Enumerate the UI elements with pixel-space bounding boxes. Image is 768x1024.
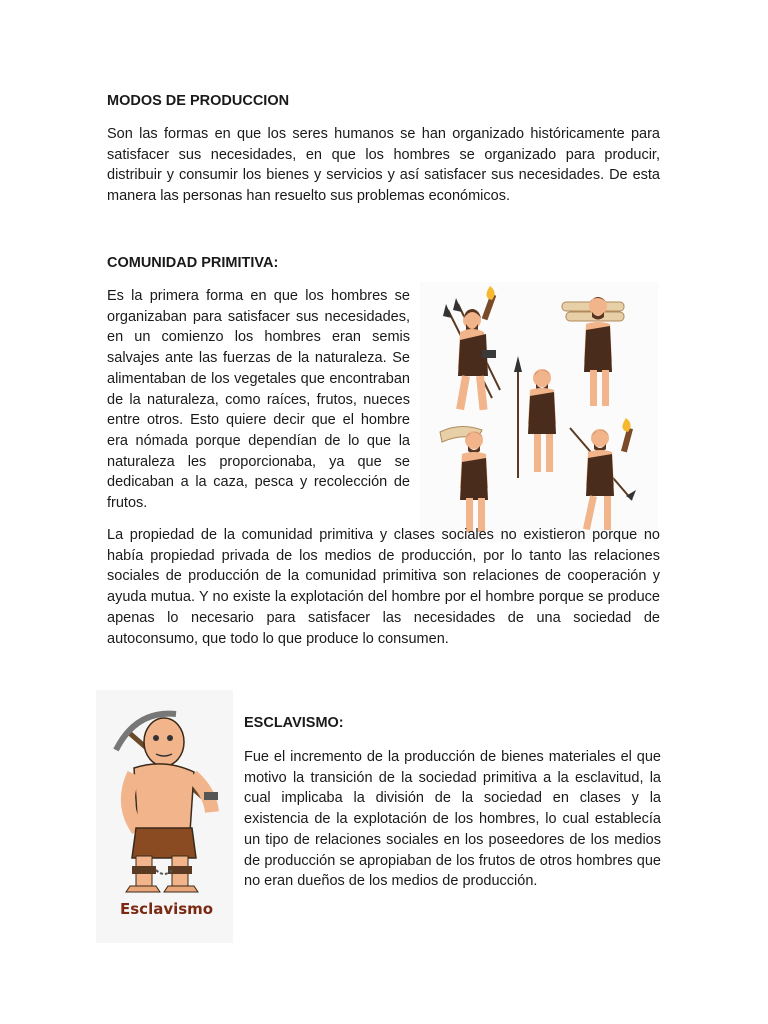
caveman-club-figure bbox=[440, 426, 488, 532]
caveman-torch-figure bbox=[570, 418, 636, 530]
slave-figure bbox=[116, 714, 218, 892]
caveman-center-figure bbox=[514, 356, 556, 478]
section-heading-comunidad: COMUNIDAD PRIMITIVA: bbox=[107, 255, 279, 271]
caveman-spear-figure bbox=[443, 286, 500, 410]
caveman-logs-figure bbox=[562, 297, 624, 406]
esclavismo-heading-text: ESCLAVISMO bbox=[244, 715, 339, 731]
page-title: MODOS DE PRODUCCION bbox=[107, 93, 290, 109]
comunidad-paragraph-2: La propiedad de la comunidad primitiva y clases sociales no existieron porque no había propiedad privada de los medios de producción, por lo tanto las relaciones sociales de producción de la comunidad primitiva son relaciones de cooperación y ayuda mutua. Y no existe la explotación del hombre por el hombre porque se produce apenas lo necesario para satisfacer las necesidades de una sociedad de autoconsumo, que todo lo que produce lo consumen. bbox=[107, 527, 660, 647]
esclavismo-illustration bbox=[96, 690, 233, 943]
esclavismo-paragraph: Fue el incremento de la producción de bienes materiales el que motivo la transición de la sociedad primitiva a la esclavitud, la cual implicaba la división de la sociedad en clases y la existencia de la explotación de los hombres, lo cual establecía un tipo de relaciones sociales en los poseedores de los medios de producción se apropiaban de los frutos de otros hombres que no eran dueños de los medios de producción. bbox=[244, 749, 661, 890]
esclavismo-image-caption: Esclavismo bbox=[120, 900, 214, 918]
section-heading-esclavismo bbox=[244, 715, 344, 731]
comunidad-paragraph-1: Es la primera forma en que los hombres se organizaban para satisfacer sus necesidades, en un comienzo los hombres eran semis salvajes ante las fuerzas de la naturaleza. Se alimentaban de los vegetales que encontraban de la naturaleza, como raíces, frutos, nueces entre otros. Esto quiere decir que el hombre era nómada porque dependían de lo que la naturaleza les proporcionaba, ya que se dedicaban a la caza, pesca y recolección de frutos. bbox=[107, 288, 410, 512]
cavemen-illustration bbox=[420, 282, 658, 542]
esclavismo-heading-colon: : bbox=[338, 715, 344, 731]
intro-paragraph: Son las formas en que los seres humanos se han organizado históricamente para satisfacer sus necesidades, en que los hombres se organizado para producir, distribuir y consumir los bienes y servicios y así satisfacer sus necesidades. De esta manera las personas han resuelto sus problemas económicos. bbox=[107, 126, 660, 205]
